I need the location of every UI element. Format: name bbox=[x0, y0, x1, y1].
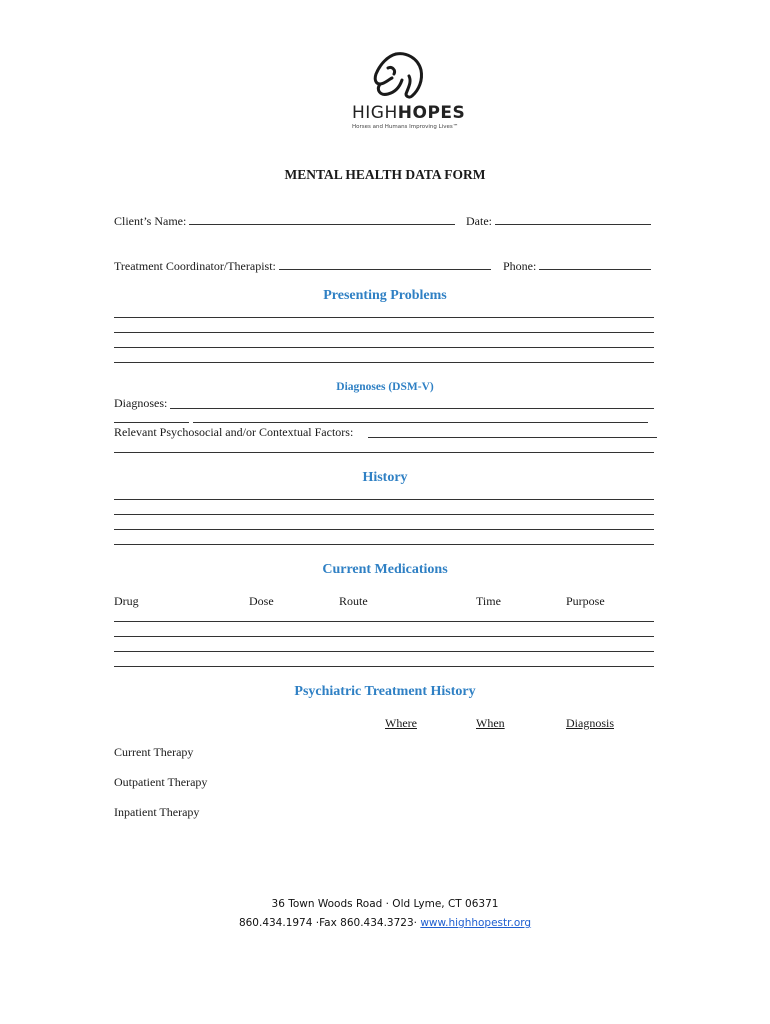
brand-name bbox=[352, 103, 466, 123]
psychosocial-row bbox=[114, 425, 353, 440]
history-heading: History bbox=[362, 470, 408, 485]
diagnoses-line-2a[interactable] bbox=[114, 422, 189, 423]
brand-tagline: Horses and Humans Improving Lives™ bbox=[352, 124, 459, 130]
psychiatric-col-diagnosis: Diagnosis bbox=[566, 716, 614, 730]
psychosocial-label: Relevant Psychosocial and/or Contextual Factors: bbox=[114, 425, 354, 439]
horse-head-icon bbox=[366, 50, 428, 102]
history-line-2[interactable] bbox=[114, 514, 654, 515]
presenting-line-3[interactable] bbox=[114, 347, 654, 348]
footer-phone-fax: 860.434.1974 ·Fax 860.434.3723· bbox=[238, 917, 417, 929]
website-link[interactable]: www.highhopestr.org bbox=[420, 917, 532, 929]
diagnoses-label: Diagnoses: bbox=[114, 396, 168, 410]
therapist-row bbox=[114, 258, 491, 274]
psychiatric-col-when: When bbox=[476, 716, 505, 730]
therapist-label: Treatment Coordinator/Therapist: bbox=[114, 259, 276, 273]
presenting-line-1[interactable] bbox=[114, 317, 654, 318]
history-line-3[interactable] bbox=[114, 529, 654, 530]
current-therapy-label: Current Therapy bbox=[114, 745, 194, 759]
diagnoses-line-1[interactable] bbox=[170, 408, 654, 409]
footer-contact bbox=[0, 917, 770, 929]
client-name-label: Client’s Name: bbox=[114, 214, 187, 228]
psychosocial-line-1[interactable] bbox=[368, 437, 657, 438]
current-medications-heading: Current Medications bbox=[322, 562, 448, 577]
medications-line-2[interactable] bbox=[114, 636, 654, 637]
medications-col-purpose: Purpose bbox=[566, 594, 605, 608]
presenting-line-4[interactable] bbox=[114, 362, 654, 363]
phone-field[interactable] bbox=[539, 258, 651, 270]
date-label: Date: bbox=[466, 214, 492, 228]
medications-line-1[interactable] bbox=[114, 621, 654, 622]
client-name-field[interactable] bbox=[189, 213, 455, 225]
outpatient-therapy-label: Outpatient Therapy bbox=[114, 775, 208, 789]
diagnoses-heading: Diagnoses (DSM-V) bbox=[336, 381, 434, 393]
client-name-row bbox=[114, 213, 455, 229]
presenting-line-2[interactable] bbox=[114, 332, 654, 333]
presenting-problems-heading: Presenting Problems bbox=[323, 288, 447, 303]
date-row bbox=[466, 213, 651, 229]
medications-col-drug: Drug bbox=[114, 594, 139, 608]
date-field[interactable] bbox=[495, 213, 651, 225]
psychiatric-history-heading: Psychiatric Treatment History bbox=[294, 684, 476, 699]
form-title: MENTAL HEALTH DATA FORM bbox=[284, 167, 486, 182]
diagnoses-line-2b[interactable] bbox=[193, 422, 648, 423]
phone-row bbox=[503, 258, 651, 274]
phone-label: Phone: bbox=[503, 259, 537, 273]
brand-high: HIGH bbox=[352, 103, 398, 123]
high-hopes-logo bbox=[352, 50, 466, 150]
therapist-field[interactable] bbox=[279, 258, 491, 270]
medications-col-dose: Dose bbox=[249, 594, 274, 608]
history-line-4[interactable] bbox=[114, 544, 654, 545]
diagnoses-row bbox=[114, 396, 167, 411]
inpatient-therapy-label: Inpatient Therapy bbox=[114, 805, 200, 819]
psychiatric-col-where: Where bbox=[385, 716, 417, 730]
medications-col-time: Time bbox=[476, 594, 501, 608]
brand-hopes: HOPES bbox=[397, 103, 466, 123]
footer-address: 36 Town Woods Road · Old Lyme, CT 06371 bbox=[271, 898, 499, 910]
medications-line-4[interactable] bbox=[114, 666, 654, 667]
medications-col-route: Route bbox=[339, 594, 368, 608]
medications-line-3[interactable] bbox=[114, 651, 654, 652]
psychosocial-line-2[interactable] bbox=[114, 452, 654, 453]
history-line-1[interactable] bbox=[114, 499, 654, 500]
